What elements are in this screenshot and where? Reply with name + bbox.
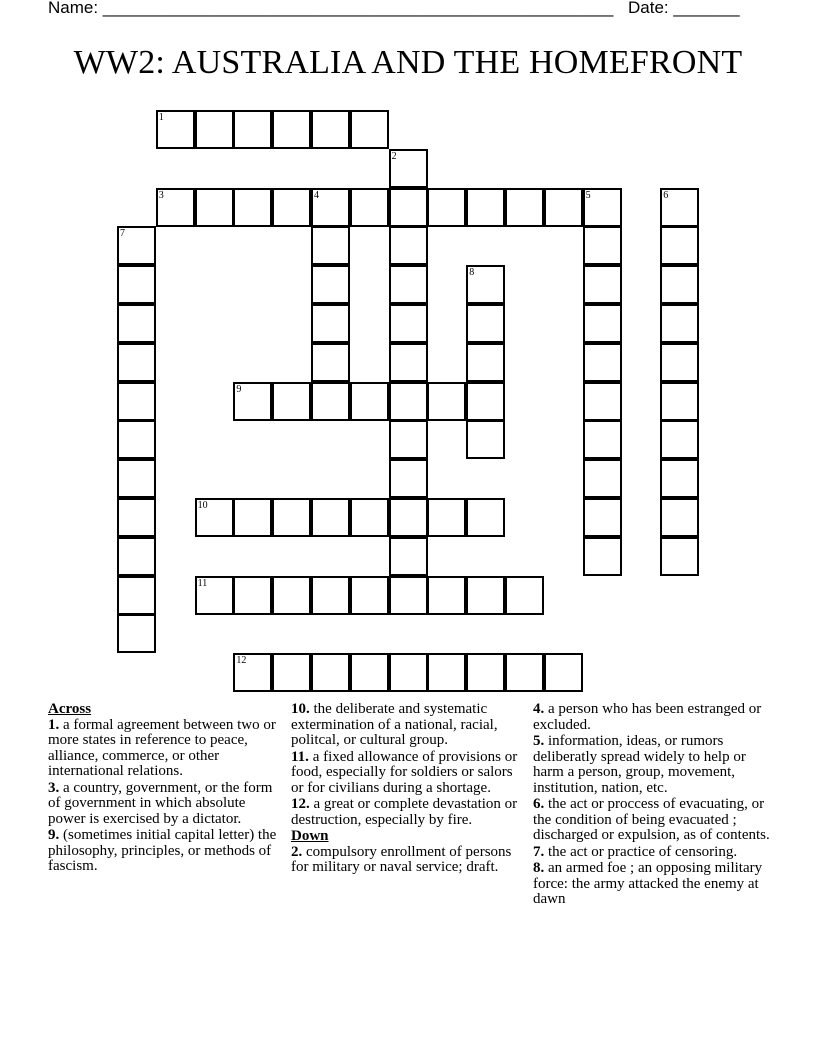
crossword-cell[interactable]: [389, 498, 428, 537]
crossword-cell[interactable]: [583, 498, 622, 537]
crossword-cell[interactable]: [466, 304, 505, 343]
crossword-cell[interactable]: [311, 382, 350, 421]
crossword-cell[interactable]: [272, 498, 311, 537]
crossword-cell[interactable]: [350, 653, 389, 692]
crossword-cell[interactable]: [583, 304, 622, 343]
crossword-cell[interactable]: [389, 188, 428, 227]
crossword-cell[interactable]: [117, 265, 156, 304]
clue-text: compulsory enrollment of persons for military or naval service; draft.: [291, 843, 512, 875]
crossword-cell[interactable]: [117, 498, 156, 537]
crossword-cell[interactable]: [311, 226, 350, 265]
clue-item: [533, 845, 771, 861]
crossword-cell[interactable]: [583, 343, 622, 382]
across-heading: Across: [48, 701, 92, 717]
crossword-cell[interactable]: [466, 420, 505, 459]
clue-number-label: 12.: [291, 796, 310, 812]
crossword-cell[interactable]: [660, 226, 699, 265]
crossword-cell[interactable]: [389, 149, 428, 188]
crossword-cell[interactable]: [389, 420, 428, 459]
crossword-cell[interactable]: [660, 459, 699, 498]
clue-number-label: 11.: [291, 748, 309, 765]
clue-item: [533, 797, 771, 844]
crossword-cell[interactable]: [427, 498, 466, 537]
crossword-cell[interactable]: [117, 576, 156, 615]
crossword-cell[interactable]: [117, 537, 156, 576]
crossword-cell[interactable]: [466, 382, 505, 421]
crossword-cell[interactable]: [195, 110, 234, 149]
clues-column-3: [533, 702, 771, 909]
crossword-cell[interactable]: [117, 614, 156, 653]
crossword-cell[interactable]: [660, 304, 699, 343]
crossword-cell[interactable]: [272, 110, 311, 149]
crossword-cell[interactable]: [233, 110, 272, 149]
crossword-cell[interactable]: [233, 653, 272, 692]
clue-number-label: 1.: [48, 716, 60, 733]
crossword-cell[interactable]: [389, 459, 428, 498]
crossword-cell[interactable]: [389, 226, 428, 265]
crossword-cell[interactable]: [389, 382, 428, 421]
crossword-cell[interactable]: [427, 653, 466, 692]
clue-text: a fixed allowance of provisions or food, especially for soldiers or salors or for civilians during a shortage.: [291, 748, 518, 796]
clue-item: [533, 861, 771, 908]
crossword-cell[interactable]: [660, 188, 699, 227]
crossword-cell[interactable]: [466, 343, 505, 382]
crossword-cell[interactable]: [466, 188, 505, 227]
clue-number: 4: [314, 189, 319, 201]
crossword-cell[interactable]: [195, 576, 234, 615]
clue-number-label: 8.: [533, 860, 545, 876]
date-field-label[interactable]: Date: _______: [628, 0, 740, 17]
clue-number-label: 5.: [533, 733, 545, 749]
clue-item: [48, 781, 284, 828]
down-clue-list-2: [533, 702, 771, 908]
crossword-cell[interactable]: [311, 498, 350, 537]
crossword-cell[interactable]: [660, 343, 699, 382]
crossword-cell[interactable]: [660, 498, 699, 537]
crossword-cell[interactable]: [195, 188, 234, 227]
clue-number-label: 2.: [291, 843, 303, 860]
crossword-cell[interactable]: [311, 188, 350, 227]
crossword-cell[interactable]: [117, 343, 156, 382]
crossword-cell[interactable]: [427, 188, 466, 227]
crossword-cell[interactable]: [660, 420, 699, 459]
down-heading: Down: [291, 828, 329, 844]
crossword-cell[interactable]: [583, 382, 622, 421]
clue-number: 2: [391, 150, 397, 162]
clue-number: 6: [663, 189, 669, 201]
crossword-cell[interactable]: [466, 653, 505, 692]
crossword-cell[interactable]: [117, 304, 156, 343]
puzzle-title: WW2: AUSTRALIA AND THE HOMEFRONT: [73, 44, 743, 81]
crossword-cell[interactable]: [583, 537, 622, 576]
crossword-cell[interactable]: [583, 265, 622, 304]
clue-number: 7: [120, 228, 125, 240]
clue-item: [291, 797, 523, 828]
crossword-cell[interactable]: [389, 576, 428, 615]
crossword-cell[interactable]: [350, 188, 389, 227]
clue-number: 9: [236, 383, 242, 395]
clues-column-1: [48, 702, 284, 876]
crossword-cell[interactable]: [505, 653, 544, 692]
crossword-cell[interactable]: [117, 420, 156, 459]
clue-text: information, ideas, or rumors deliberatly spread widely to help or harm a person, group, movement, institution, nation, etc.: [533, 733, 746, 796]
crossword-cell[interactable]: [350, 382, 389, 421]
clue-text: a formal agreement between two or more states in reference to peace, alliance, commerce, or other international relations.: [48, 716, 276, 779]
crossword-cell[interactable]: [389, 343, 428, 382]
crossword-cell[interactable]: [156, 110, 195, 149]
clue-number-label: 6.: [533, 796, 545, 812]
crossword-cell[interactable]: [233, 188, 272, 227]
crossword-cell[interactable]: [389, 265, 428, 304]
clue-number: 5: [585, 189, 591, 201]
crossword-cell[interactable]: [311, 653, 350, 692]
crossword-cell[interactable]: [272, 188, 311, 227]
down-clue-list-1: [291, 845, 523, 876]
clue-number: 8: [469, 267, 475, 279]
clue-item: [291, 750, 523, 797]
crossword-cell[interactable]: [233, 498, 272, 537]
clue-number: 11: [197, 577, 208, 589]
crossword-cell[interactable]: [505, 576, 544, 615]
crossword-cell[interactable]: [544, 653, 583, 692]
crossword-cell[interactable]: [233, 576, 272, 615]
across-clue-list-2: [291, 702, 523, 828]
crossword-cell[interactable]: [311, 343, 350, 382]
crossword-cell[interactable]: [195, 498, 234, 537]
crossword-cell[interactable]: [311, 110, 350, 149]
clue-number-label: 10.: [291, 701, 310, 717]
crossword-cell[interactable]: [389, 537, 428, 576]
clues-column-2: [291, 702, 523, 877]
crossword-cell[interactable]: [544, 188, 583, 227]
crossword-cell[interactable]: [117, 382, 156, 421]
crossword-cell[interactable]: [583, 420, 622, 459]
clue-number: 12: [236, 655, 247, 667]
clue-text: the act or proccess of evacuating, or the condition of being evacuated ; discharged or expulsion, as of contents.: [533, 796, 770, 843]
crossword-cell[interactable]: [350, 576, 389, 615]
crossword-cell[interactable]: [156, 188, 195, 227]
clue-text: a country, government, or the form of government in which absolute power is exercised by a dictator.: [48, 779, 273, 827]
clue-text: a person who has been estranged or excluded.: [533, 701, 762, 733]
crossword-cell[interactable]: [117, 459, 156, 498]
clue-number-label: 7.: [533, 843, 545, 860]
clue-number: 1: [158, 112, 164, 123]
clue-item: [291, 702, 523, 749]
crossword-cell[interactable]: [117, 226, 156, 265]
crossword-cell[interactable]: [350, 498, 389, 537]
crossword-cell[interactable]: [350, 110, 389, 149]
crossword-cell[interactable]: [311, 304, 350, 343]
crossword-cell[interactable]: [660, 382, 699, 421]
clue-text: the deliberate and systematic extermination of a national, racial, politcal, or cultural group.: [291, 701, 498, 748]
crossword-cell[interactable]: [583, 459, 622, 498]
clue-number-label: 3.: [48, 779, 60, 796]
crossword-cell[interactable]: [311, 265, 350, 304]
crossword-cell[interactable]: [660, 265, 699, 304]
clue-number-label: 4.: [533, 701, 545, 717]
crossword-cell[interactable]: [389, 653, 428, 692]
clue-text: (sometimes initial capital letter) the philosophy, principles, or methods of fascism.: [48, 827, 277, 874]
crossword-cell[interactable]: [466, 576, 505, 615]
crossword-cell[interactable]: [272, 653, 311, 692]
crossword-cell[interactable]: [272, 382, 311, 421]
clue-item: [291, 845, 523, 876]
clue-text: the act or practice of censoring.: [544, 843, 738, 860]
clue-item: [48, 718, 284, 780]
crossword-cell[interactable]: [660, 537, 699, 576]
crossword-cell[interactable]: [233, 382, 272, 421]
name-field-label[interactable]: Name: ______________________________________________________: [48, 0, 614, 17]
clue-item: [533, 734, 771, 796]
crossword-cell[interactable]: [272, 576, 311, 615]
clue-number: 10: [197, 500, 208, 511]
clue-text: an armed foe ; an opposing military force: the army attacked the enemy at dawn: [533, 860, 763, 907]
clue-text: a great or complete devastation or destruction, especially by fire.: [291, 796, 518, 828]
across-clue-list-1: [48, 718, 284, 875]
crossword-cell[interactable]: [311, 576, 350, 615]
crossword-cell[interactable]: [466, 265, 505, 304]
crossword-cell[interactable]: [427, 576, 466, 615]
clue-item: [533, 702, 771, 733]
clue-item: [48, 828, 284, 875]
crossword-cell[interactable]: [389, 304, 428, 343]
crossword-cell[interactable]: [583, 226, 622, 265]
clue-number: 3: [158, 189, 164, 201]
crossword-cell[interactable]: [466, 498, 505, 537]
clue-number-label: 9.: [48, 827, 60, 843]
crossword-cell[interactable]: [427, 382, 466, 421]
crossword-cell[interactable]: [505, 188, 544, 227]
crossword-cell[interactable]: [583, 188, 622, 227]
